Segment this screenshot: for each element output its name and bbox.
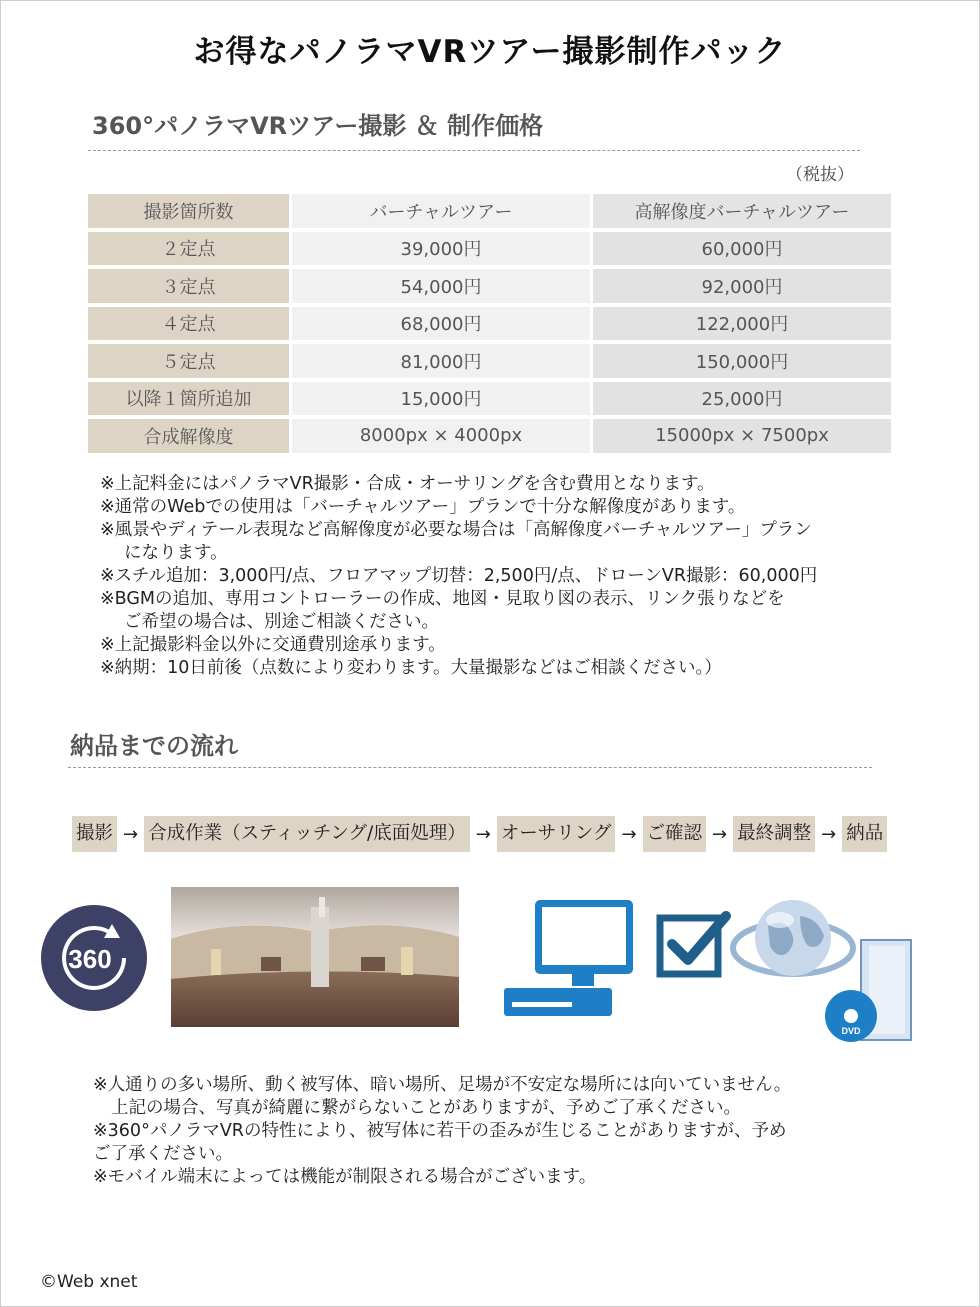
table-cell: 15,000円 xyxy=(289,382,590,416)
page-title: お得なパノラマVRツアー撮影制作パック xyxy=(193,34,787,70)
table-cell: 25,000円 xyxy=(590,382,891,416)
note-line: ※風景やディテール表現など高解像度が必要な場合は「高解像度バーチャルツアー」プラン xyxy=(100,520,812,540)
copyright: ©Web xnet xyxy=(40,1272,138,1292)
table-row xyxy=(88,269,891,303)
table-cell: ３定点 xyxy=(88,269,289,303)
table-cell: ５定点 xyxy=(88,344,289,378)
note-line: ※360°パノラマVRの特性により、被写体に若干の歪みが生じることがありますが、予め xyxy=(93,1121,787,1141)
table-cell: 150,000円 xyxy=(590,344,891,378)
note-line: ※モバイル端末によっては機能が制限される場合がございます。 xyxy=(93,1167,597,1187)
table-cell: 8000px × 4000px xyxy=(289,419,590,453)
note-line: ご希望の場合は、別途ご相談ください。 xyxy=(124,612,439,632)
flow-step-stitch: 合成作業（スティッチング/底面処理） xyxy=(144,816,470,852)
pricing-notes xyxy=(100,473,920,680)
flow-section-title: 納品までの流れ xyxy=(70,732,238,760)
note-line: ご了承ください。 xyxy=(93,1144,233,1164)
table-cell: 81,000円 xyxy=(289,344,590,378)
arrow-right-icon: → xyxy=(712,823,728,845)
table-cell: 合成解像度 xyxy=(88,419,289,453)
table-cell: ４定点 xyxy=(88,307,289,341)
dvd-case-icon xyxy=(815,936,915,1046)
header-hires-tour: 高解像度バーチャルツアー xyxy=(590,194,891,228)
table-row xyxy=(88,232,891,266)
table-row xyxy=(88,382,891,416)
note-line: 上記の場合、写真が綺麗に繋がらないことがありますが、予めご了承ください。 xyxy=(111,1098,741,1118)
tax-note: （税抜） xyxy=(786,165,854,185)
note-line: ※BGMの追加、専用コントローラーの作成、地図・見取り図の表示、リンク張りなどを xyxy=(100,589,785,609)
table-cell: 15000px × 7500px xyxy=(590,419,891,453)
dvd-label: DVD xyxy=(841,1026,861,1036)
table-cell: 以降１箇所追加 xyxy=(88,382,289,416)
table-row xyxy=(88,307,891,341)
checkbox-icon xyxy=(656,910,732,978)
workflow-steps xyxy=(72,816,887,852)
360-icon-label: 360 xyxy=(68,944,112,974)
divider xyxy=(68,767,872,768)
computer-monitor-icon xyxy=(500,896,635,1021)
note-line: ※上記撮影料金以外に交通費別途承ります。 xyxy=(100,635,446,655)
table-cell: ２定点 xyxy=(88,232,289,266)
note-line: ※人通りの多い場所、動く被写体、暗い場所、足場が不安定な場所には向いていません。 xyxy=(93,1075,792,1095)
arrow-right-icon: → xyxy=(821,823,837,845)
arrow-right-icon: → xyxy=(123,823,139,845)
note-line: ※上記料金にはパノラマVR撮影・合成・オーサリングを含む費用となります。 xyxy=(100,474,715,494)
table-row xyxy=(88,419,891,453)
price-table xyxy=(88,190,891,457)
flow-step-adjust: 最終調整 xyxy=(733,816,815,852)
flow-step-confirm: ご確認 xyxy=(643,816,707,852)
flow-step-shoot: 撮影 xyxy=(72,816,117,852)
360-rotate-icon xyxy=(40,904,148,1012)
flow-step-authoring: オーサリング xyxy=(497,816,616,852)
caution-notes xyxy=(93,1074,893,1189)
note-line: ※スチル追加：3,000円/点、フロアマップ切替：2,500円/点、ドローンVR撮影：60,000円 xyxy=(100,566,818,586)
table-cell: 39,000円 xyxy=(289,232,590,266)
divider xyxy=(88,150,860,151)
table-cell: 54,000円 xyxy=(289,269,590,303)
panorama-photo xyxy=(171,887,459,1027)
arrow-right-icon: → xyxy=(475,823,491,845)
table-cell: 122,000円 xyxy=(590,307,891,341)
header-locations: 撮影箇所数 xyxy=(88,194,289,228)
note-line: ※通常のWebでの使用は「バーチャルツアー」プランで十分な解像度があります。 xyxy=(100,497,746,517)
table-cell: 68,000円 xyxy=(289,307,590,341)
flow-step-deliver: 納品 xyxy=(842,816,887,852)
note-line: になります。 xyxy=(124,543,228,563)
table-cell: 92,000円 xyxy=(590,269,891,303)
table-row xyxy=(88,344,891,378)
arrow-right-icon: → xyxy=(621,823,637,845)
note-line: ※納期：10日前後（点数により変わります。大量撮影などはご相談ください。） xyxy=(100,658,722,678)
header-virtual-tour: バーチャルツアー xyxy=(289,194,590,228)
pricing-section-title: 360°パノラマVRツアー撮影 ＆ 制作価格 xyxy=(92,112,544,140)
table-header-row xyxy=(88,194,891,228)
table-cell: 60,000円 xyxy=(590,232,891,266)
